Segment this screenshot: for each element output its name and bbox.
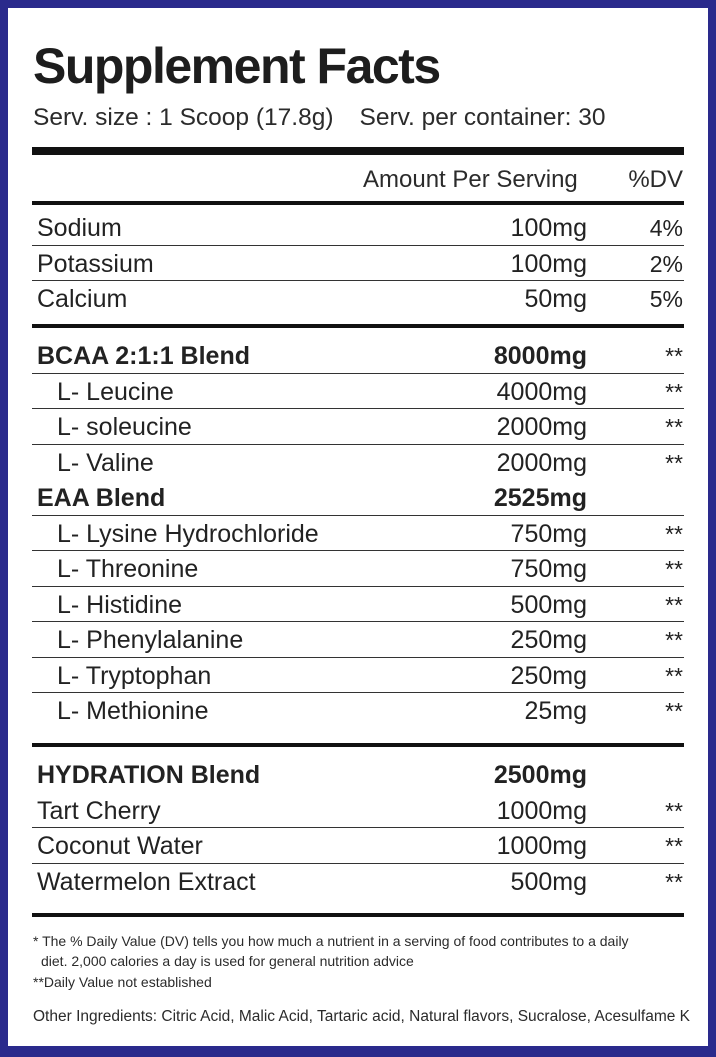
nutrient-name: L- Histidine — [57, 590, 183, 619]
nutrient-dv: ** — [665, 627, 683, 653]
header-divider — [32, 201, 684, 205]
nutrient-amount: 100mg — [510, 214, 587, 242]
supplement-facts-panel — [8, 8, 708, 1046]
nutrient-dv: 4% — [649, 215, 683, 241]
nutrient-row — [8, 247, 708, 281]
serving-size: Serv. size : 1 Scoop (17.8g) — [33, 104, 334, 131]
nutrient-row — [8, 481, 708, 515]
nutrient-name: Tart Cherry — [37, 796, 161, 825]
row-divider — [32, 444, 684, 445]
nutrient-name: L- Methionine — [57, 697, 209, 725]
nutrient-name: Potassium — [37, 249, 154, 278]
nutrient-amount: 4000mg — [496, 377, 587, 406]
nutrient-amount: 50mg — [524, 285, 587, 313]
row-divider — [32, 373, 684, 374]
nutrient-row — [8, 410, 708, 444]
row-divider — [32, 692, 684, 693]
row-divider — [32, 408, 684, 409]
nutrient-row — [8, 659, 708, 693]
nutrient-row — [8, 758, 708, 792]
section-divider — [32, 324, 684, 328]
nutrient-name: L- Phenylalanine — [57, 626, 244, 654]
nutrient-row — [8, 375, 708, 409]
nutrient-dv: ** — [665, 449, 683, 476]
row-divider — [32, 863, 684, 864]
section-divider — [32, 743, 684, 747]
nutrient-dv: ** — [665, 833, 683, 859]
nutrient-dv: ** — [665, 378, 683, 405]
nutrient-name: Calcium — [37, 285, 128, 313]
thick-divider — [32, 147, 684, 155]
nutrient-amount: 2500mg — [493, 761, 587, 789]
nutrient-row — [8, 623, 708, 657]
nutrient-amount: 1000mg — [496, 796, 587, 825]
nutrient-name: HYDRATION Blend — [37, 761, 261, 789]
nutrient-amount: 1000mg — [496, 832, 587, 860]
nutrient-amount: 100mg — [510, 249, 587, 278]
nutrient-row — [8, 829, 708, 863]
nutrient-dv: 5% — [649, 286, 683, 312]
footnote-dv: * The % Daily Value (DV) tells you how much a nutrient in a serving of food contributes to a daily — [33, 933, 629, 949]
nutrient-amount: 500mg — [510, 867, 587, 896]
section-divider — [32, 913, 684, 917]
nutrient-amount: 750mg — [510, 555, 587, 583]
nutrient-row — [8, 211, 708, 245]
nutrient-name: Coconut Water — [37, 832, 203, 860]
panel-title: Supplement Facts — [33, 38, 440, 94]
nutrient-name: L- Leucine — [57, 377, 174, 406]
nutrient-row — [8, 794, 708, 828]
row-divider — [32, 827, 684, 828]
row-divider — [32, 621, 684, 622]
row-divider — [32, 280, 684, 281]
dv-header: %DV — [628, 166, 683, 193]
nutrient-dv: ** — [665, 414, 683, 440]
servings-per-container: Serv. per container: 30 — [359, 104, 606, 131]
row-divider — [32, 515, 684, 516]
nutrient-dv: ** — [665, 662, 683, 689]
nutrient-name: L- Valine — [57, 448, 154, 477]
nutrient-name: BCAA 2:1:1 Blend — [37, 342, 250, 370]
nutrient-row — [8, 339, 708, 373]
footnote-calories: diet. 2,000 calories a day is used for general nutrition advice — [41, 953, 414, 969]
nutrient-amount: 500mg — [510, 590, 587, 619]
footnote-not-established: **Daily Value not established — [33, 974, 212, 990]
nutrient-dv: ** — [665, 698, 683, 724]
nutrient-amount: 25mg — [524, 697, 587, 725]
nutrient-row — [8, 694, 708, 728]
nutrient-name: EAA Blend — [37, 484, 166, 512]
nutrient-dv: ** — [665, 797, 683, 824]
serving-info — [33, 102, 606, 134]
nutrient-dv: ** — [665, 343, 683, 369]
row-divider — [32, 657, 684, 658]
nutrient-name: Sodium — [37, 214, 122, 242]
nutrient-amount: 2525mg — [493, 484, 587, 512]
nutrient-name: L- soleucine — [57, 413, 192, 441]
nutrient-amount: 8000mg — [493, 342, 587, 370]
nutrient-dv: ** — [665, 520, 683, 547]
nutrient-amount: 2000mg — [496, 448, 587, 477]
nutrient-name: Watermelon Extract — [37, 867, 256, 896]
nutrient-row — [8, 446, 708, 480]
row-divider — [32, 550, 684, 551]
nutrient-row — [8, 588, 708, 622]
nutrient-dv: 2% — [649, 250, 683, 277]
row-divider — [32, 586, 684, 587]
nutrient-amount: 750mg — [510, 519, 587, 548]
nutrient-dv: ** — [665, 556, 683, 582]
nutrient-name: L- Lysine Hydrochloride — [57, 519, 319, 548]
amount-header: Amount Per Serving — [363, 166, 578, 193]
nutrient-name: L- Threonine — [57, 555, 199, 583]
other-ingredients: Other Ingredients: Citric Acid, Malic Acid, Tartaric acid, Natural flavors, Sucralose, Acesulfame K — [33, 1008, 691, 1025]
nutrient-name: L- Tryptophan — [57, 661, 212, 690]
nutrient-dv: ** — [665, 591, 683, 618]
nutrient-row — [8, 552, 708, 586]
nutrient-dv: ** — [665, 868, 683, 895]
nutrient-amount: 250mg — [510, 626, 587, 654]
nutrient-row — [8, 865, 708, 899]
nutrient-amount: 2000mg — [496, 413, 587, 441]
nutrient-row — [8, 282, 708, 316]
row-divider — [32, 245, 684, 246]
nutrient-row — [8, 517, 708, 551]
nutrient-amount: 250mg — [510, 661, 587, 690]
